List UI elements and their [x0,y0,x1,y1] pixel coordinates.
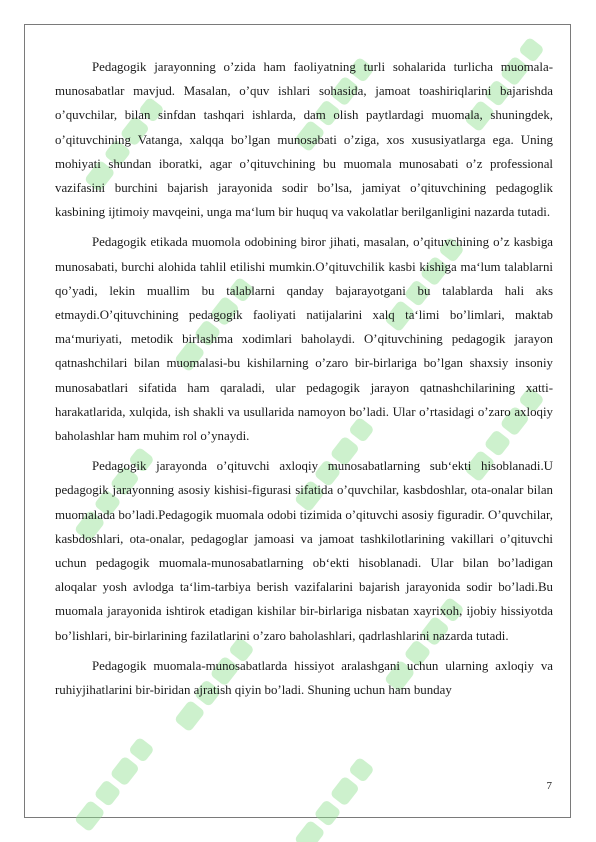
paragraph-2: Pedagogik etikada muomola odobining biror jihati, masalan, o’qituvchining o’z kasbiga munosabati, burchi alohida tahlil etilishi mumkin.O’qituvchilik kasbi kishiga ma‘lum talablarni qo’yadi, lekin muallim bu talablarni qanday bajarayotgani bu talablarda hali aks etmaydi.O’qituvchining pedagogik faoliyati natijalarini xalq ta‘limi bo’limlari, maktab ma‘muriyati, metodik birlashma xodimlari baholaydi. O’qituvchining pedagogik jarayon qatnashchilari bilan muomalasi-bu kishilarning o’zaro bir-birlariga bo’lgan shaxsiy insoniy munosabatlari sifatida ham qaraladi, ular pedagogik jarayon qatnashchilarining xatti-harakatlarida, xulqida, ish shakli va usullarida namoyon bo’ladi. Ular o’rtasidagi o’zaro axloqiy baholashlar ham muhim rol o’ynaydi. [55,235,553,444]
document-body [55,55,553,708]
paragraph-3: Pedagogik jarayonda o’qituvchi axloqiy munosabatlarning sub‘ekti hisoblanadi.U pedagogik jarayonning asosiy kishisi-figurasi sifatida o’quvchilar, kasbdoshlar, ota-onalar bilan muomalada bo’ladi.Pedagogik muomala odobi tizimida o’qituvchi asosiy figuradir. O’quvchilar, kasbdoshlari, ota-onalar, pedagoglar jamoasi va jamoat tashkilotlarining vakillari o’qituvchi uchun pedagogik muomala-munosabatlarning ob‘ekti hisoblanadi. Ular bilan bo’ladigan aloqalar yosh avlodga ta‘lim-tarbiya berish vazifalarini bajarish jarayonida sodir bo’ladi.Bu muomala jarayonida ishtirok etadigan kishilar bir-birlariga nisbatan xayrixoh, ijobiy hissiyotda bo’lishlari, bir-birlarining fazilatlarini o’zaro baholashlari, qadrlashlarini nazarda tutadi. [55,459,553,643]
paragraph-1: Pedagogik jarayonning o’zida ham faoliyatning turli sohalarida turlicha muomala-munosabatlar mavjud. Masalan, o’quv ishlari sohasida, jamoat toashiriqlarini bajarishda o’quvchilar, bilan sinfdan tashqari ishlarda, dam olish paytlardagi muomala, shuningdek, o’qituvchining Vatanga, xalqqa bo’lgan munosabati o’ziga, xos xususiyatlarga ega. Uning mohiyati shundan iboratki, agar o’qituvchining bu muomala munosabati o’z professional vazifasini burchini bajarish jarayonida sodir bo’lsa, jamiyat o’qituvchining pedagoglik kasbining ijtimoiy mavqeini, unga ma‘lum bir huquq va vakolatlar berilganligini nazarda tutadi. [55,60,553,220]
page-number: 7 [546,780,552,792]
watermark-glyph [294,820,326,842]
paragraph-4: Pedagogik muomala-munosabatlarda hissiyot aralashgani uchun ularning axloqiy va ruhiyjihatlarini bir-biridan ajratish qiyin bo’ladi. Shuning uchun ham bunday [55,658,553,698]
